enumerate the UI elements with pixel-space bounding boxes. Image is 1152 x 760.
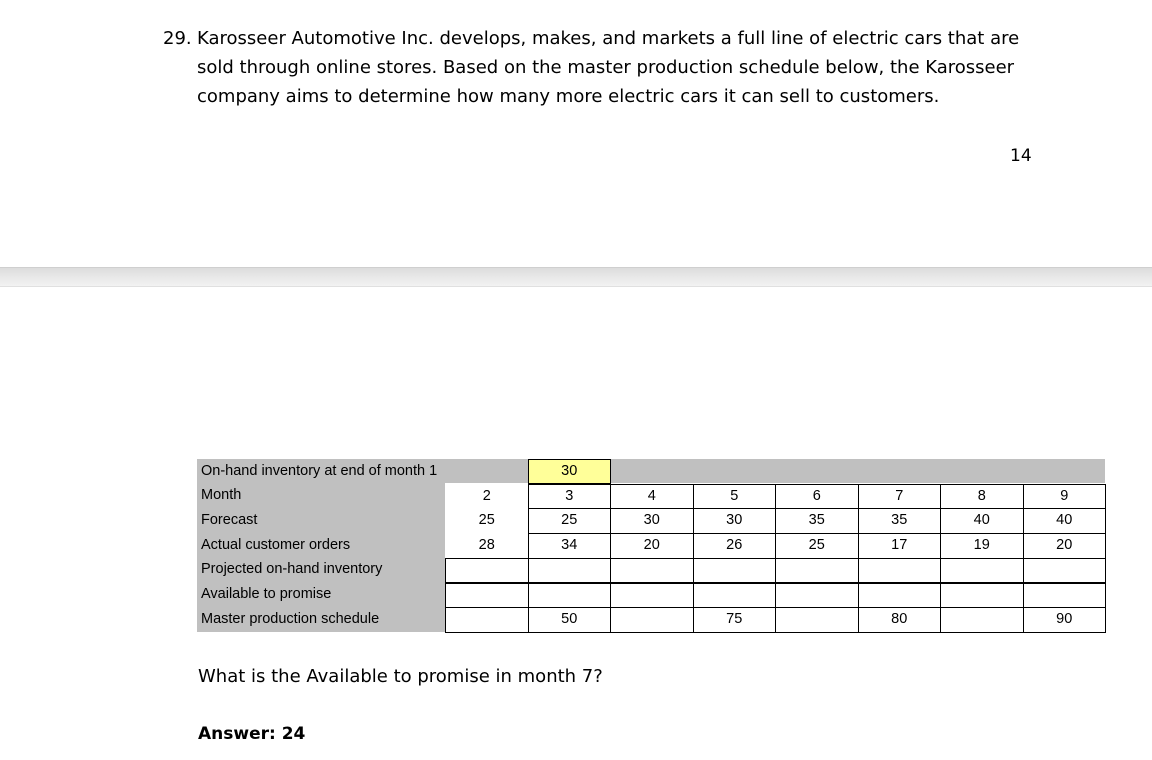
month-cell: 7	[858, 484, 942, 510]
forecast-cell: 40	[1023, 508, 1107, 534]
month-cell: 5	[693, 484, 777, 510]
mps-cell	[940, 607, 1024, 633]
mps-cell	[445, 607, 529, 633]
forecast-cell: 30	[610, 508, 694, 534]
actual-orders-cell: 19	[940, 533, 1024, 559]
row-label: Actual customer orders	[201, 536, 351, 553]
row-label: Master production schedule	[201, 610, 380, 627]
row-label: On-hand inventory at end of month 1	[201, 462, 438, 479]
forecast-cell: 40	[940, 508, 1024, 534]
month-cell: 4	[610, 484, 694, 510]
projected-onhand-cell	[1023, 558, 1107, 584]
month-cell: 9	[1023, 484, 1107, 510]
atp-cell	[693, 583, 777, 609]
question-number: 29.	[163, 28, 192, 49]
projected-onhand-cell	[445, 558, 529, 584]
mps-table	[197, 459, 1105, 632]
projected-onhand-cell	[775, 558, 859, 584]
mps-cell	[610, 607, 694, 633]
row-label: Forecast	[201, 511, 258, 528]
forecast-cell: 35	[858, 508, 942, 534]
page-number: 14	[1010, 146, 1032, 166]
page-break-divider	[0, 267, 1152, 287]
forecast-cell: 35	[775, 508, 859, 534]
atp-cell	[445, 583, 529, 609]
answer-text: Answer: 24	[198, 724, 306, 744]
mps-cell: 50	[528, 607, 612, 633]
atp-cell	[775, 583, 859, 609]
month-cell: 3	[528, 484, 612, 510]
forecast-cell: 30	[693, 508, 777, 534]
row-label: Available to promise	[201, 586, 332, 602]
atp-cell	[940, 583, 1024, 609]
question-block	[163, 24, 1043, 111]
mps-cell: 90	[1023, 607, 1107, 633]
projected-onhand-cell	[610, 558, 694, 584]
month-cell: 2	[482, 487, 491, 504]
atp-cell	[610, 583, 694, 609]
forecast-cell: 25	[478, 512, 495, 529]
row-label: Projected on-hand inventory	[201, 561, 383, 578]
question-text: Karosseer Automotive Inc. develops, makes, and markets a full line of electric cars that are sold through online stores. Based on the master production schedule below, the Karosseer company aims to determine how many more electric cars it can sell to customers.	[197, 28, 1020, 107]
mps-cell: 75	[693, 607, 777, 633]
mps-cell	[775, 607, 859, 633]
projected-onhand-cell	[940, 558, 1024, 584]
month-cell: 8	[940, 484, 1024, 510]
actual-orders-cell: 17	[858, 533, 942, 559]
mps-cell: 80	[858, 607, 942, 633]
atp-cell	[528, 583, 612, 609]
atp-cell	[1023, 583, 1107, 609]
actual-orders-cell: 28	[478, 537, 495, 554]
projected-onhand-cell	[528, 558, 612, 584]
actual-orders-cell: 34	[528, 533, 612, 559]
month-cell: 6	[775, 484, 859, 510]
follow-up-question: What is the Available to promise in month 7?	[198, 666, 603, 687]
actual-orders-cell: 20	[610, 533, 694, 559]
projected-onhand-cell	[858, 558, 942, 584]
forecast-cell: 25	[528, 508, 612, 534]
atp-cell	[858, 583, 942, 609]
projected-onhand-cell	[693, 558, 777, 584]
row-label: Month	[201, 487, 242, 504]
onhand-inventory-cell: 30	[528, 459, 612, 484]
actual-orders-cell: 20	[1023, 533, 1107, 559]
actual-orders-cell: 26	[693, 533, 777, 559]
actual-orders-cell: 25	[775, 533, 859, 559]
